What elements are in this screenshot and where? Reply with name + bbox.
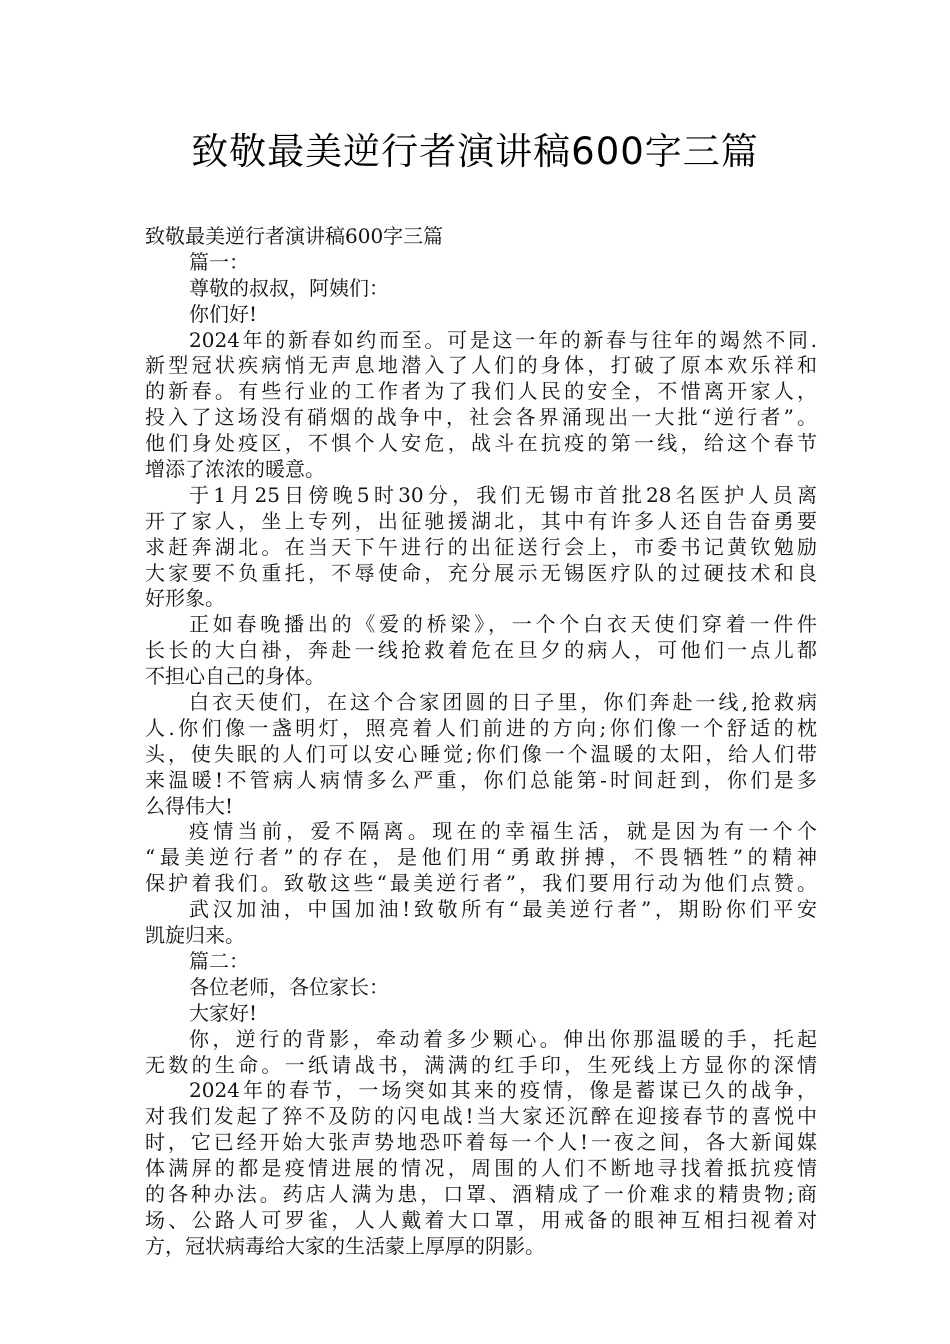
- body-line: 疫情当前，爱不隔离。现在的幸福生活，就是因为有一个个: [189, 819, 817, 844]
- body-line: 白衣天使们，在这个合家团圆的日子里，你们奔赴一线,抢救病: [189, 690, 817, 715]
- body-line: 不担心自己的身体。: [145, 664, 325, 689]
- body-line: 时，它已经开始大张声势地恐吓着每一个人!一夜之间，各大新闻媒: [145, 1130, 817, 1155]
- body-line: 的新春。有些行业的工作者为了我们人民的安全，不惜离开家人，: [145, 379, 817, 404]
- body-line: 的各种办法。药店人满为患，口罩、酒精成了一价难求的精贵物;商: [145, 1181, 817, 1206]
- body-line: 增添了浓浓的暖意。: [145, 457, 325, 482]
- body-line: 你，逆行的背影，牵动着多少颗心。伸出你那温暖的手，托起: [189, 1026, 817, 1051]
- body-line: 你们好!: [189, 301, 258, 326]
- body-line: 正如春晚播出的《爱的桥梁》，一个个白衣天使们穿着一件件: [189, 612, 817, 637]
- body-line: 头，使失眠的人们可以安心睡觉;你们像一个温暖的太阳，给人们带: [145, 741, 817, 766]
- body-line: 来温暖!不管病人病情多么严重，你们总能第-时间赶到，你们是多: [145, 767, 817, 792]
- body-line: 尊敬的叔叔，阿姨们：: [189, 275, 389, 300]
- document-body: [145, 224, 817, 1260]
- body-line: 凯旋归来。: [145, 923, 245, 948]
- body-line: 他们身处疫区，不惧个人安危，战斗在抗疫的第一线，给这个春节: [145, 431, 817, 456]
- body-line: 篇二：: [189, 948, 249, 973]
- body-line: 篇一：: [189, 249, 249, 274]
- body-line: 方，冠状病毒给大家的生活蒙上厚厚的阴影。: [145, 1233, 545, 1258]
- body-line: 体满屏的都是疫情进展的情况，周围的人们不断地寻找着抵抗疫情: [145, 1156, 817, 1181]
- body-line: 长长的大白褂，奔赴一线抢救着危在旦夕的病人，可他们一点儿都: [145, 638, 817, 663]
- body-line: 开了家人，坐上专列，出征驰援湖北，其中有许多人还自告奋勇要: [145, 508, 817, 533]
- body-line: 对我们发起了猝不及防的闪电战!当大家还沉醉在迎接春节的喜悦中: [145, 1104, 817, 1129]
- body-line: 大家好!: [189, 1000, 258, 1025]
- body-line: 么得伟大!: [145, 793, 234, 818]
- body-line: 于1月25日傍晚5时30分，我们无锡市首批28名医护人员离: [189, 482, 817, 507]
- body-line: 保护着我们。致敬这些“最美逆行者”，我们要用行动为他们点赞。: [145, 871, 817, 896]
- body-line: 2024年的春节，一场突如其来的疫情，像是蓄谋已久的战争，: [189, 1078, 817, 1103]
- body-line: “最美逆行者”的存在，是他们用“勇敢拼搏，不畏牺牲”的精神: [145, 845, 817, 870]
- body-line: 好形象。: [145, 586, 225, 611]
- body-line: 各位老师，各位家长：: [189, 974, 389, 999]
- body-line: 投入了这场没有硝烟的战争中，社会各界涌现出一大批“逆行者”。: [145, 405, 817, 430]
- body-line: 新型冠状疾病悄无声息地潜入了人们的身体，打破了原本欢乐祥和: [145, 353, 817, 378]
- body-line: 求赶奔湖北。在当天下午进行的出征送行会上，市委书记黄钦勉励: [145, 534, 817, 559]
- body-line: 人.你们像一盏明灯，照亮着人们前进的方向;你们像一个舒适的枕: [145, 715, 817, 740]
- body-line: 无数的生命。一纸请战书，满满的红手印，生死线上方显你的深情: [145, 1052, 817, 1077]
- body-line: 大家要不负重托，不辱使命，充分展示无锡医疗队的过硬技术和良: [145, 560, 817, 585]
- body-line: 场、公路人可罗雀，人人戴着大口罩，用戒备的眼神互相扫视着对: [145, 1207, 817, 1232]
- body-line: 武汉加油，中国加油!致敬所有“最美逆行者”，期盼你们平安: [189, 897, 817, 922]
- document-title: 致敬最美逆行者演讲稿600字三篇: [191, 130, 759, 173]
- body-line: 致敬最美逆行者演讲稿600字三篇: [145, 224, 444, 248]
- body-line: 2024年的新春如约而至。可是这一年的新春与往年的竭然不同.: [189, 327, 817, 352]
